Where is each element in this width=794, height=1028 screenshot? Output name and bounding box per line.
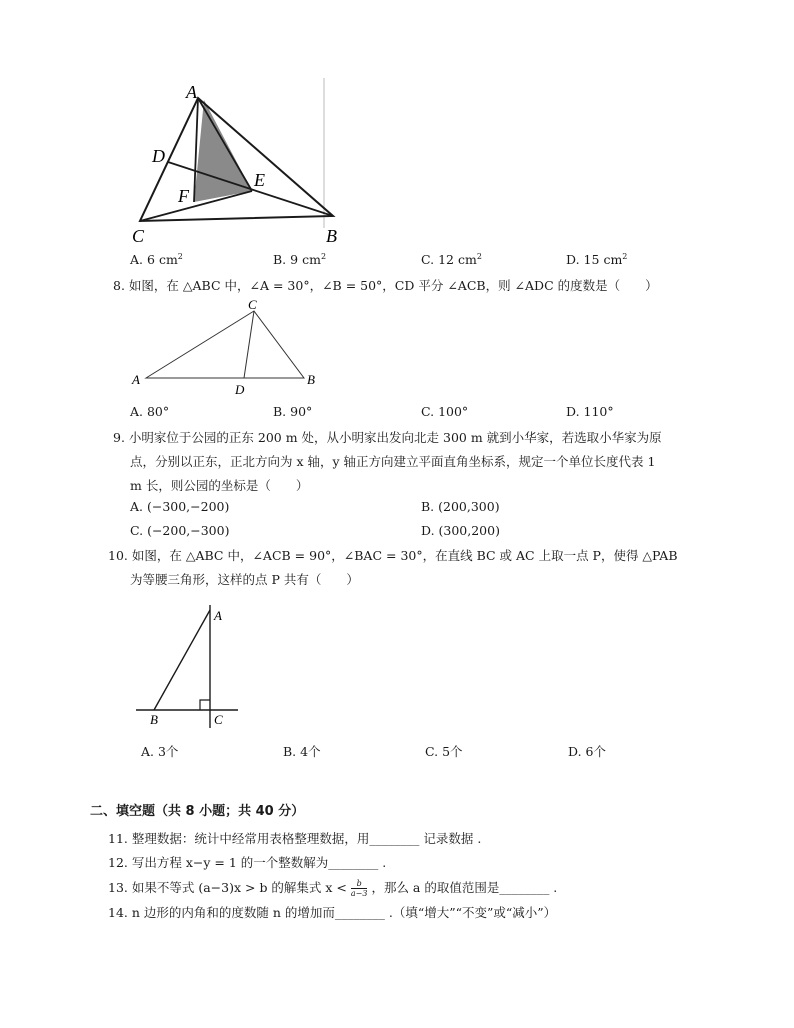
question-number: 12. [108,855,128,870]
label-f: F [178,186,189,206]
question-number: 13. [108,880,128,895]
q7-option-b[interactable]: B. 9 $cm^2$ [273,251,327,267]
q10-option-a[interactable]: A. 3个 [141,744,179,759]
q10-line2: 为等腰三角形，这样的点 P 共有（ ） [130,572,359,587]
q10-option-c[interactable]: C. 5个 [425,744,463,759]
label-b: B [150,712,158,727]
q8-option-d[interactable]: D. 110° [566,404,614,419]
label-d: D [152,146,165,166]
q9-option-b[interactable]: B. (200,300) [421,499,500,514]
question-number: 14. [108,905,128,920]
q10-triangle-figure [130,600,240,740]
question-number: 8. [113,278,125,293]
q9-line1: 9. 小明家位于公园的正东 200 m 处，从小明家出发向北走 300 m 就到小华家，若选取小华家为原 [113,430,662,445]
q8-option-c[interactable]: C. 100° [421,404,469,419]
label-a: A [186,82,197,102]
label-b: B [326,226,337,246]
q10-line1: 10. 如图，在 △ABC 中，∠ACB = 90°，∠BAC = 30°，在直线 BC 或 AC 上取一点 P，使得 △PAB [108,548,678,563]
question-number: 10. [108,548,128,563]
question-number: 9. [113,430,125,445]
label-a: A [214,608,222,623]
q9-option-c[interactable]: C. (−200,−300) [130,523,230,538]
q7-option-a[interactable]: A. 6 $cm^2$ [130,251,183,267]
label-a: A [132,372,140,387]
segment-cd [244,311,254,378]
triangle-abc [146,311,304,378]
scan-artifact [323,78,325,228]
section-title: 二、填空题（共 8 小题；共 40 分） [90,804,305,819]
triangle-abc [140,98,333,221]
q9-option-d[interactable]: D. (300,200) [421,523,500,538]
q8-option-b[interactable]: B. 90° [273,404,313,419]
q9-option-a[interactable]: A. (−300,−200) [130,499,230,514]
q11-question: 11. 整理数据：统计中经常用表格整理数据，用________ 记录数据 . [108,831,482,846]
fraction: $\frac{b}{a-3}$ [350,879,368,898]
right-angle-mark [200,700,210,710]
q8-triangle-figure [126,298,326,398]
q10-option-b[interactable]: B. 4个 [283,744,321,759]
q9-line3: m 长，则公园的坐标是（ ） [130,478,309,493]
question-text: 如图，在 △ABC 中，∠A = 30°，∠B = 50°，CD 平分 ∠ACB，则 ∠ADC 的度数是（ ） [128,278,658,293]
label-c: C [132,226,145,246]
label-b: B [307,372,315,387]
q8-question [113,278,658,294]
q7-option-c[interactable]: C. 12 $cm^2$ [421,251,482,267]
q9-line2: 点，分别以正东，正北方向为 x 轴，y 轴正方向建立平面直角坐标系，规定一个单位长度代表 1 [130,454,656,469]
q10-option-d[interactable]: D. 6个 [568,744,606,759]
q7-option-d[interactable]: D. 15 $cm^2$ [566,251,628,267]
q7-triangle-figure [128,78,358,248]
segment-db [168,162,333,216]
question-number: 11. [108,831,128,846]
q12-question: 12. 写出方程 x−y = 1 的一个整数解为________ . [108,855,387,870]
q13-question: 13. 如果不等式 (a−3)x > b 的解集式 x < $\frac{b}{a-3}$ ，那么 a 的取值范围是________ . [108,879,558,898]
label-c: C [214,712,223,727]
label-d: D [235,382,245,397]
q14-question: 14. n 边形的内角和的度数随 n 的增加而________ .（填“增大”“不变”或“减小”） [108,905,557,920]
segment-ab [154,610,210,710]
label-e: E [254,170,265,190]
label-c: C [248,298,257,312]
q8-option-a[interactable]: A. 80° [130,404,170,419]
